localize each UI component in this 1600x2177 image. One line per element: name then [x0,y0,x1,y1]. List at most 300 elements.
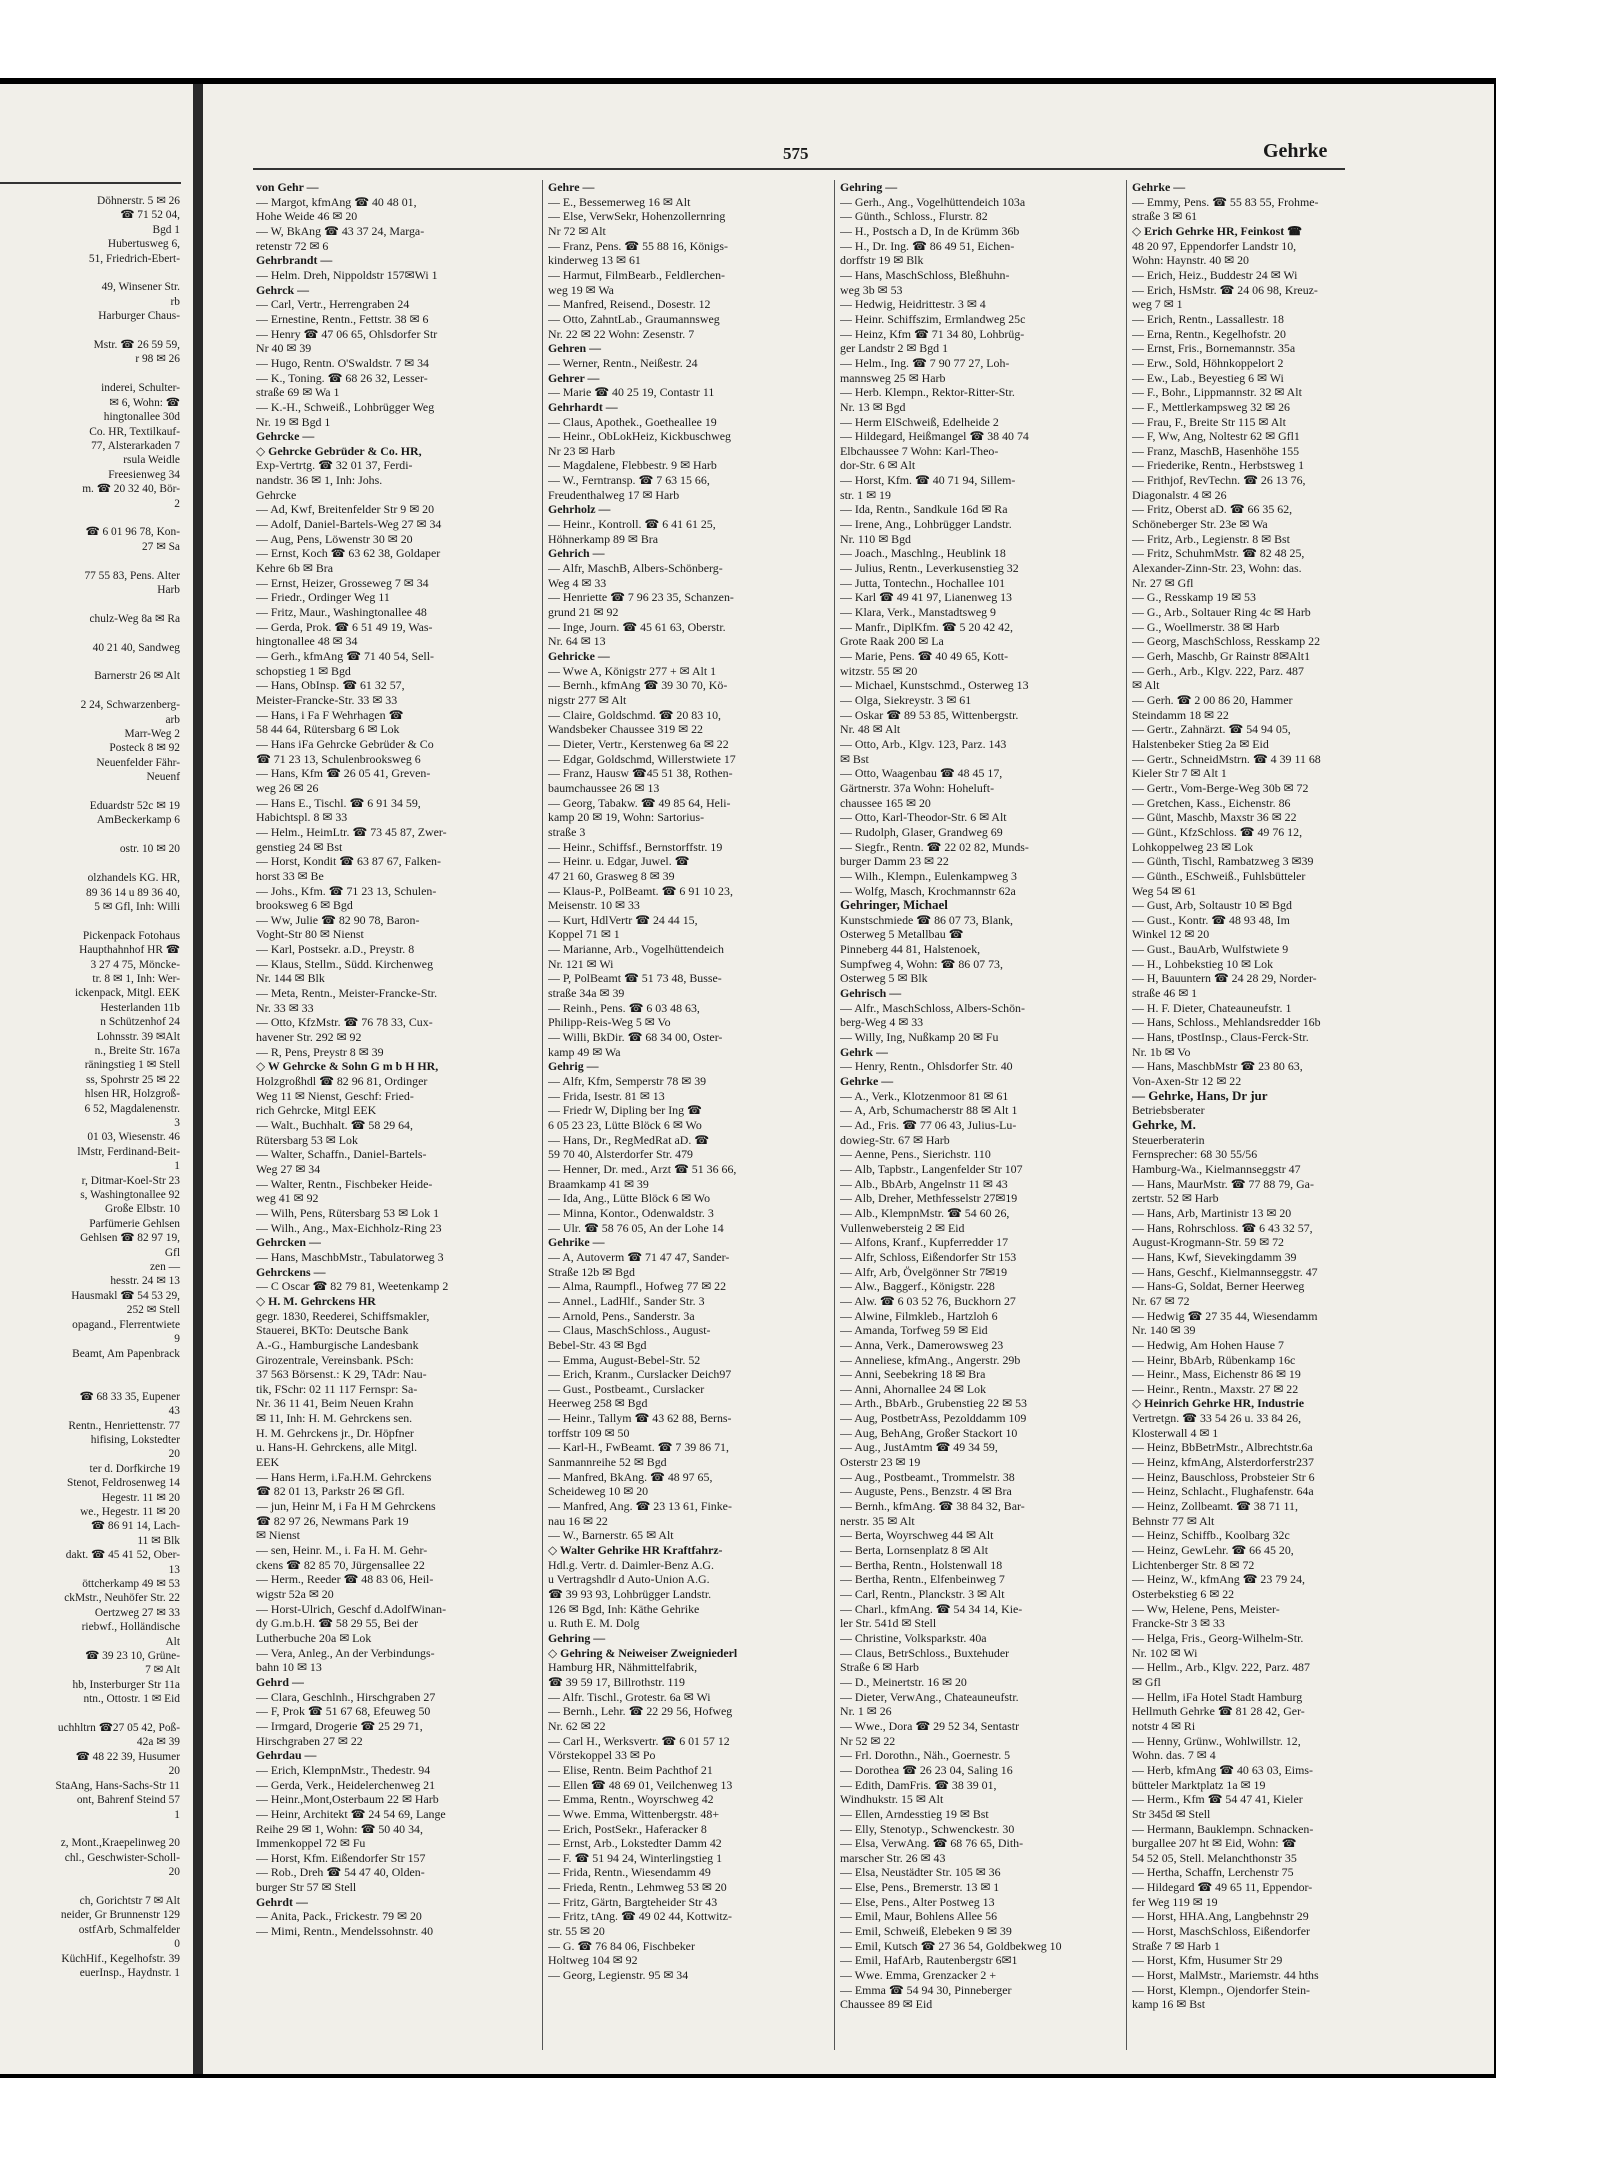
directory-entry: — Herb, kfmAng ☎ 40 63 03, Eims- [1132,1762,1313,1777]
fragment-line: m. ☎ 20 32 40, Bör- [82,483,180,496]
fragment-line [0,1361,188,1375]
fragment-line: arb [165,713,180,726]
directory-entry: gegr. 1830, Reederei, Schiffsmakler, [256,1308,430,1323]
directory-entry: — Hertha, Schaffn, Lerchenstr 75 [1132,1865,1294,1880]
directory-entry: ◇ H. M. Gehrckens HR [256,1293,376,1308]
directory-entry: dy G.m.b.H. ☎ 58 29 55, Bei der [256,1616,419,1631]
directory-entry: Halstenbeker Stieg 2a ✉ Eid [1132,736,1269,751]
directory-entry: — Alfr. Tischl., Grotestr. 6a ✉ Wi [548,1689,711,1704]
fragment-line: Hesterlanden 11b [100,1001,180,1014]
directory-entry: — Hans-G, Soldat, Berner Heerweg [1132,1279,1305,1294]
fragment-line [0,324,188,338]
directory-entry: Von-Axen-Str 12 ✉ 22 [1132,1074,1242,1089]
directory-entry: — A, Arb, Schumacherstr 88 ✉ Alt 1 [840,1103,1018,1118]
directory-entry: Nr 23 ✉ Harb [548,443,616,458]
directory-entry: — Hildegard, Heißmangel ☎ 38 40 74 [840,429,1029,444]
directory-entry: ckens ☎ 82 85 70, Jürgensallee 22 [256,1557,425,1572]
fragment-line: Beamt, Am Papenbrack [72,1347,180,1360]
directory-entry: Wohn: Haynstr. 40 ✉ 20 [1132,253,1250,268]
fragment-line: 40 21 40, Sandweg [92,641,180,654]
directory-entry: ☎ 82 01 13, Parkstr 26 ✉ Gfl. [256,1484,405,1499]
directory-entry: Gehrke, M. [1132,1118,1196,1132]
directory-entry: — Gerh, Maschb, Gr Rainstr 8✉Alt1 [1132,649,1311,663]
directory-entry: Nr. 48 ✉ Alt [840,722,901,737]
directory-entry: — Ernst, Koch ☎ 63 62 38, Goldaper [256,546,441,561]
fragment-line: 01 03, Wiesenstr. 46 [87,1131,180,1144]
directory-entry: — Klaus-P., PolBeamt. ☎ 6 91 10 23, [548,883,733,898]
directory-entry: — Julius, Rentn., Leverkusenstieg 32 [840,561,1019,576]
directory-entry: — Wilh., Klempn., Eulenkampweg 3 [840,868,1017,883]
directory-entry: Lutherbuche 20a ✉ Lok [256,1630,372,1645]
directory-entry: — F, Ww, Ang, Noltestr 62 ✉ Gfl1 [1132,429,1300,444]
previous-page-fragment [0,84,193,2074]
directory-entry: Str 345d ✉ Stell [1132,1806,1211,1821]
directory-entry: — R, Pens, Preystr 8 ✉ 39 [256,1044,384,1059]
directory-entry: — Hellm., Arb., Klgv. 222, Parz. 487 [1132,1660,1310,1675]
directory-entry: — Heinr, Architekt ☎ 24 54 69, Lange [256,1806,446,1821]
fragment-line [0,626,188,640]
fragment-line: Harb [157,583,180,596]
fragment-line: hifising, Lokstedter [90,1433,180,1446]
directory-entry: — Herm., Kfm ☎ 54 47 41, Kieler [1132,1792,1303,1807]
directory-entry: — Elsa, VerwAng. ☎ 68 76 65, Dith- [840,1836,1024,1851]
fragment-line: ☎ 39 23 10, Grüne- [85,1650,180,1663]
fragment-line: 2 [174,497,180,510]
directory-entry: Gehrdau — [256,1748,317,1763]
directory-entry: Kunstschmiede ☎ 86 07 73, Blank, [840,912,1014,927]
directory-entry: — Erich, Heiz., Buddestr 24 ✉ Wi [1132,267,1298,282]
directory-entry: A.-G., Hamburgische Landesbank [256,1337,419,1352]
directory-entry: — Horst, Kondit ☎ 63 87 67, Falken- [256,854,441,869]
directory-entry: — Hugo, Rentn. O'Swaldstr. 7 ✉ 34 [256,355,429,370]
fragment-line: rb [170,295,180,308]
fragment-line: Harburger Chaus- [98,310,180,323]
directory-entry: — Otto, ZahntLab., Graumannsweg [548,311,720,326]
directory-entry: Alexander-Zinn-Str. 23, Wohn: das. [1132,561,1302,576]
directory-entry: — Walter, Schaffn., Daniel-Bartels- [256,1147,427,1162]
directory-entry: — Ulr. ☎ 58 76 05, An der Lohe 14 [548,1220,724,1235]
directory-entry: — Walter, Rentn., Fischbeker Heide- [256,1176,433,1191]
fragment-line: hingtonallee 30d [103,411,180,424]
fragment-line: Hegestr. 11 ✉ 20 [101,1491,180,1504]
directory-entry: Hdl.g. Vertr. d. Daimler-Benz A.G. [548,1557,714,1572]
directory-entry: — K., Toning. ☎ 68 26 32, Lesser- [256,370,428,385]
fragment-line: ☎ 86 91 14, Lach- [90,1520,180,1533]
fragment-line [0,914,188,928]
directory-entry: Grote Raak 200 ✉ La [840,634,944,649]
directory-entry: Windhukstr. 15 ✉ Alt [840,1792,944,1807]
directory-entry: ✉ 11, Inh: H. M. Gehrckens sen. [256,1411,413,1426]
directory-entry: — Friederike, Rentn., Herbstsweg 1 [1132,458,1305,473]
directory-entry: Nr 72 ✉ Alt [548,223,606,238]
directory-entry: — Frl. Dorothn., Näh., Goernestr. 5 [840,1748,1011,1763]
fragment-line: StaAng, Hans-Sachs-Str 11 [55,1779,180,1792]
fragment-line: 51, Friedrich-Ebert- [88,252,180,265]
directory-entry: — Fritz, Maur., Washingtonallee 48 [256,605,427,620]
directory-entry: Gehrk — [840,1044,888,1059]
directory-entry: kamp 49 ✉ Wa [548,1044,621,1059]
directory-entry: — Gust., Kontr. ☎ 48 93 48, Im [1132,912,1290,927]
directory-entry: Sumpfweg 4, Wohn: ☎ 86 07 73, [840,956,1003,971]
directory-entry: — Heinr, BbArb, Rübenkamp 16c [1132,1352,1296,1367]
directory-entry: — Marianne, Arb., Vogelhüttendeich [548,942,724,957]
directory-entry: — Heinz, W., kfmAng ☎ 23 79 24, [1132,1572,1306,1587]
directory-entry: Nr. 19 ✉ Bgd 1 [256,414,331,429]
directory-entry: — P, PolBeamt ☎ 51 73 48, Busse- [548,971,722,986]
directory-entry: — Hans, i Fa F Wehrhagen ☎ [256,707,404,722]
directory-entry: Sanmannreihe 52 ✉ Bgd [548,1455,667,1470]
directory-entry: ☎ 39 59 17, Billrothstr. 119 [548,1674,685,1689]
directory-entry: ☎ 39 93 93, Lohbrügger Landstr. [548,1587,712,1601]
directory-entry: Scheideweg 10 ✉ 20 [548,1484,649,1499]
fragment-line: 20 [168,1448,180,1461]
directory-entry: ☎ 82 97 26, Newmans Park 19 [256,1513,409,1528]
directory-entry: — Willy, Ing, Nußkamp 20 ✉ Fu [840,1030,999,1045]
directory-entry: — Gerda, Prok. ☎ 6 51 49 19, Was- [256,619,433,634]
directory-entry: — Georg, Legienstr. 95 ✉ 34 [548,1968,689,1983]
fragment-line: riebwf., Holländische [81,1621,180,1634]
directory-entry: Hohe Weide 46 ✉ 20 [256,209,358,224]
directory-entry: Klosterwall 4 ✉ 1 [1132,1425,1219,1440]
directory-entry: baumchaussee 26 ✉ 13 [548,780,660,795]
directory-entry: — Alb., BbArb, Angelnstr 11 ✉ 43 [840,1176,1008,1191]
directory-entry: — Erich, HsMstr. ☎ 24 06 98, Kreuz- [1132,282,1318,297]
directory-entry: brooksweg 6 ✉ Bgd [256,898,353,913]
fragment-line: Stenot, Feldrosenweg 14 [67,1477,180,1490]
directory-entry: — Dorothea ☎ 26 23 04, Saling 16 [840,1762,1013,1777]
directory-entry: Heerweg 258 ✉ Bgd [548,1396,648,1411]
directory-entry: — Heinz, BbBetrMstr., Albrechtstr.6a [1132,1440,1313,1455]
fragment-line: Bgd 1 [152,223,180,236]
directory-entry: 59 70 40, Alsterdorfer Str. 479 [548,1147,693,1162]
directory-entry: Voght-Str 80 ✉ Nienst [256,927,364,942]
fragment-line: z, Mont.,Kraepelinweg 20 [60,1837,180,1850]
directory-entry: wigstr 52a ✉ 20 [256,1587,334,1601]
directory-entry: — F., Mettlerkampsweg 32 ✉ 26 [1132,399,1290,414]
directory-entry: — Horst, MaschSchloss, Eißendorfer [1132,1924,1310,1939]
directory-entry: — Horst-Ulrich, Geschf d.AdolfWinan- [256,1601,447,1616]
directory-entry: — Alw. ☎ 6 03 52 76, Buckhorn 27 [840,1293,1016,1308]
directory-entry: — Michael, Kunstschmd., Osterweg 13 [840,678,1029,693]
directory-entry: torffstr 109 ✉ 50 [548,1425,630,1440]
directory-entry: — Hans, Arb, Martinistr 13 ✉ 20 [1132,1205,1292,1220]
directory-entry: straße 69 ✉ Wa 1 [256,385,340,400]
directory-entry: — Erich, KlempnMstr., Thedestr. 94 [256,1762,431,1777]
directory-entry: — Ew., Lab., Beyestieg 6 ✉ Wi [1132,370,1284,385]
directory-entry: Gehrckens — [256,1264,326,1279]
directory-entry: Nr. 140 ✉ 39 [1132,1323,1196,1338]
fragment-line [0,511,188,525]
directory-entry: — H., Postsch a D, In de Krümm 36b [840,223,1020,238]
directory-entry: Nr. 22 ✉ 22 Wohn: Zesenstr. 7 [548,326,695,341]
directory-entry: 6 05 23 23, Lütte Blöck 6 ✉ Wo [548,1118,702,1132]
directory-entry: — Ida, Ang., Lütte Blöck 6 ✉ Wo [548,1191,711,1206]
directory-entry: str. 1 ✉ 19 [840,487,891,502]
directory-entry: — Carl, Rentn., Planckstr. 3 ✉ Alt [840,1587,1005,1601]
directory-entry: — Heinr. Schiffszim, Ermlandweg 25c [840,311,1026,326]
directory-entry: — Auguste, Pens., Benzstr. 4 ✉ Bra [840,1484,1012,1499]
directory-entry: — Carl, Vertr., Herrengraben 24 [256,297,410,312]
directory-entry: — Manfred, Ang. ☎ 23 13 61, Finke- [548,1499,732,1514]
directory-entry: — Joach., Maschlng., Heublink 18 [840,546,1006,561]
directory-entry: — Günth, Tischl, Rambatzweg 3 ✉39 [1132,854,1314,869]
directory-entry: ◇ Heinrich Gehrke HR, Industrie [1132,1396,1304,1411]
directory-entry: — Meta, Rentn., Meister-Francke-Str. [256,986,438,1001]
directory-entry: — Claus, BetrSchloss., Buxtehuder [840,1645,1010,1660]
directory-entry: — Friedr W, Dipling ber Ing ☎ [548,1103,702,1118]
book-gutter [193,84,203,2074]
directory-entry: Weg 27 ✉ 34 [256,1161,321,1176]
directory-entry: — Frau, F., Breite Str 115 ✉ Alt [1132,414,1286,429]
directory-entry: — Adolf, Daniel-Bartels-Weg 27 ✉ 34 [256,517,442,532]
directory-entry: mannsweg 25 ✉ Harb [840,370,946,385]
fragment-line: 77 55 83, Pens. Alter [84,569,180,582]
fragment-line: 0 [174,1938,180,1951]
directory-entry: — Ww, Julie ☎ 82 90 78, Baron- [256,912,420,927]
fragment-line: Hubertusweg 6, [107,238,180,251]
directory-entry: — Kurt, HdlVertr ☎ 24 44 15, [548,912,698,927]
fragment-line: 2 24, Schwarzenberg- [80,699,180,712]
fragment-line: Lohnsstr. 39 ✉Alt [96,1030,180,1043]
directory-entry: EEK [256,1455,280,1470]
directory-entry: Höhnerkamp 89 ✉ Bra [548,531,659,546]
fragment-line: Hausmakl ☎ 54 53 29, [71,1289,180,1302]
fragment-line: Oertzweg 27 ✉ 33 [94,1606,180,1619]
fragment-line [0,785,188,799]
directory-entry: — F. ☎ 51 94 24, Winterlingstieg 1 [548,1850,723,1865]
directory-entry: — Emil, Schweiß, Elebeken 9 ✉ 39 [840,1924,1012,1939]
fragment-line: 49, Winsener Str. [101,281,180,294]
directory-entry: rich Gehrcke, Mitgl EEK [256,1103,377,1118]
directory-entry: Nr. 144 ✉ Blk [256,971,325,986]
directory-entry: u. Hans-H. Gehrckens, alle Mitgl. [256,1440,418,1455]
directory-entry: — Alb., KlempnMstr. ☎ 54 60 26, [840,1205,1010,1220]
directory-entry: Reihe 29 ✉ 1, Wohn: ☎ 50 40 34, [256,1821,423,1836]
directory-entry: — Harmut, FilmBearb., Feldlerchen- [548,267,725,282]
fragment-line: olzhandels KG. HR, [87,872,180,885]
directory-entry: — Gertr., Vom-Berge-Weg 30b ✉ 72 [1132,780,1309,795]
directory-entry: — Georg, Tabakw. ☎ 49 85 64, Heli- [548,795,731,810]
directory-entry: — Heinz, Zollbeamt. ☎ 38 71 11, [1132,1499,1298,1514]
directory-entry: — A, Autoverm ☎ 71 47 47, Sander- [548,1249,730,1264]
directory-entry: zertstr. 52 ✉ Harb [1132,1191,1219,1206]
directory-entry: — Alma, Raumpfl., Hofweg 77 ✉ 22 [548,1279,727,1294]
directory-entry: str. 55 ✉ 20 [548,1924,605,1939]
directory-entry: — Emmy, Pens. ☎ 55 83 55, Frohme- [1132,194,1319,209]
fragment-line: Mstr. ☎ 26 59 59, [93,339,180,352]
directory-entry: kamp 16 ✉ Bst [1132,1997,1206,2012]
directory-entry: — Horst, Kfm. ☎ 40 71 94, Sillem- [840,473,1016,488]
directory-entry: Nr. 62 ✉ 22 [548,1718,606,1733]
directory-entry: straße 46 ✉ 1 [1132,986,1198,1001]
directory-entry: Habichtspl. 8 ✉ 33 [256,810,348,825]
directory-entry: tik, FSchr: 02 11 117 Fernspr: Sa- [256,1381,418,1396]
fragment-line: KüchHif., Kegelhofstr. 39 [61,1952,180,1965]
directory-entry: ✉ Nienst [256,1528,300,1543]
directory-entry: — Ernst, Fris., Bornemannstr. 35a [1132,341,1296,356]
directory-entry: Chaussee 89 ✉ Eid [840,1997,933,2012]
directory-entry: Bebel-Str. 43 ✉ Bgd [548,1337,647,1352]
directory-entry: — Friedr., Ordinger Weg 11 [256,590,390,605]
directory-entry: Gehrhardt — [548,399,618,414]
directory-entry: — Dieter, VerwAng., Chateauneufstr. [840,1689,1019,1704]
directory-entry: von Gehr — [256,180,319,194]
directory-entry: — Ellen, Arndesstieg 19 ✉ Bst [840,1806,989,1821]
fragment-line [0,684,188,698]
directory-entry: — Aug, BehAng, Großer Stackort 10 [840,1425,1018,1440]
directory-entry: Wohn. das. 7 ✉ 4 [1132,1748,1216,1763]
directory-entry: — Emma, Rentn., Woyrschweg 42 [548,1792,714,1807]
directory-entry: — Fritz, Gärtn, Bargteheider Str 43 [548,1894,718,1909]
directory-entry: — Emil, Kutsch ☎ 27 36 54, Goldbekweg 10 [840,1938,1062,1953]
directory-entry: — Wwe. Emma, Wittenbergstr. 48+ [548,1806,720,1821]
fragment-line: 11 ✉ Blk [137,1534,180,1547]
fragment-line: 3 27 4 75, Möncke- [90,958,180,971]
directory-entry: — H., Lohbekstieg 10 ✉ Lok [1132,956,1274,971]
directory-entry: Holtweg 104 ✉ 92 [548,1953,638,1968]
fragment-line: 1 [174,1808,180,1821]
directory-entry: 37 563 Börsenst.: K 29, TAdr: Nau- [256,1367,427,1382]
directory-entry: — Aug, PostbetrAss, Pezolddamm 109 [840,1411,1027,1426]
column-divider [1126,180,1127,2050]
directory-entry: — Otto, KfzMstr. ☎ 76 78 33, Cux- [256,1015,433,1030]
directory-entry: Koppel 71 ✉ 1 [548,927,620,942]
directory-entry: — Carl H., Werksvertr. ☎ 6 01 57 12 [548,1733,730,1748]
directory-entry: Nr. 36 11 41, Beim Neuen Krahn [256,1396,414,1411]
fragment-line: ☎ 71 52 04, [120,209,180,222]
directory-entry: — Berta, Lornsenplatz 8 ✉ Alt [840,1543,988,1558]
fragment-line: Neuenf [146,771,180,784]
directory-entry: Winkel 12 ✉ 20 [1132,927,1210,942]
header-rule [0,182,181,184]
directory-entry: — Oskar ☎ 89 53 85, Wittenbergstr. [840,707,1019,722]
directory-entry: — Elly, Stenotyp., Schwenckestr. 30 [840,1821,1015,1836]
directory-entry: — Hermann, Bauklempn. Schnacken- [1132,1821,1314,1836]
directory-entry: u Vertragshdlr d Auto-Union A.G. [548,1572,710,1587]
directory-entry: — Manfred, BkAng. ☎ 48 97 65, [548,1469,713,1484]
directory-entry: ◇ Erich Gehrke HR, Feinkost ☎ [1132,223,1302,238]
directory-entry: Francke-Str 3 ✉ 33 [1132,1616,1225,1631]
directory-entry: — Hans, Kfm ☎ 26 05 41, Greven- [256,766,431,781]
directory-entry: — Heinz, Schiffb., Koolbarg 32c [1132,1528,1290,1543]
directory-entry: — D., Meinertstr. 16 ✉ 20 [840,1674,967,1689]
directory-entry: Straße 7 ✉ Harb 1 [1132,1938,1220,1953]
directory-entry: — Klaus, Stellm., Südd. Kirchenweg [256,956,434,971]
directory-entry: — Arnold, Pens., Sanderstr. 3a [548,1308,695,1323]
directory-entry: — Erna, Rentn., Kegelhofstr. 20 [1132,326,1286,341]
fragment-line: Gehlsen ☎ 82 97 19, [80,1232,180,1245]
directory-entry: Gehrke — [1132,180,1186,194]
fragment-line: ☎ 6 01 96 78, Kon- [85,526,180,539]
directory-entry: — Henny, Grünw., Wohlwillstr. 12, [1132,1733,1301,1748]
directory-entry: — Ad, Kwf, Breitenfelder Str 9 ✉ 20 [256,502,435,517]
directory-entry: — Claus, Apothek., Goetheallee 19 [548,414,717,429]
directory-entry: — Anna, Verk., Damerowsweg 23 [840,1337,1004,1352]
directory-entry: — G. ☎ 76 84 06, Fischbeker [548,1938,695,1953]
fragment-line [0,1822,188,1836]
directory-entry: — Hedwig, Heidrittestr. 3 ✉ 4 [840,297,986,312]
directory-entry: Freudenthalweg 17 ✉ Harb [548,487,680,502]
directory-entry: Nr 40 ✉ 39 [256,341,312,356]
fragment-line: hb, Insterburger Str 11a [72,1678,180,1691]
fragment-line: Döhnerstr. 5 ✉ 26 [97,195,180,207]
directory-entry: — Fritz, tAng. ☎ 49 02 44, Kottwitz- [548,1909,732,1924]
directory-entry: Gehrdt — [256,1894,308,1909]
directory-entry: — Wwe A, Königstr 277 + ✉ Alt 1 [548,663,717,678]
directory-entry: — Hans, MaurMstr. ☎ 77 88 79, Ga- [1132,1176,1314,1191]
fragment-line: 9 [174,1333,180,1346]
directory-entry: — G., Resskamp 19 ✉ 53 [1132,590,1256,605]
page-number: 575 [783,144,809,163]
directory-entry: — Gust, Arb, Soltaustr 10 ✉ Bgd [1132,898,1292,913]
directory-entry: — Otto, Karl-Theodor-Str. 6 ✉ Alt [840,810,1007,825]
directory-entry: Braamkamp 41 ✉ 39 [548,1176,649,1191]
directory-entry: Straße 12b ✉ Bgd [548,1264,635,1279]
directory-entry: — Emma ☎ 54 94 30, Pinneberger [840,1982,1012,1997]
fragment-line: Marr-Weg 2 [124,728,180,741]
directory-entry: — Inge, Journ. ☎ 45 61 63, Oberstr. [548,619,726,634]
directory-entry: Nr. 1 ✉ 26 [840,1704,892,1719]
directory-entry: weg 7 ✉ 1 [1132,297,1183,312]
directory-entry: Steuerberaterin [1132,1132,1205,1147]
directory-entry: Betriebsberater [1132,1103,1205,1118]
directory-entry: — Herm., Reeder ☎ 48 83 06, Heil- [256,1572,434,1587]
directory-entry: — Karl ☎ 49 41 97, Lianenweg 13 [840,590,1012,605]
directory-entry: — Fritz, SchuhmMstr. ☎ 82 48 25, [1132,546,1305,561]
directory-column-1 [256,180,536,1939]
directory-entry: — F., Bohr., Lippmannstr. 32 ✉ Alt [1132,385,1302,400]
directory-entry: chaussee 165 ✉ 20 [840,795,931,810]
directory-entry: Gehre — [548,180,595,194]
directory-entry: — Elise, Rentn. Beim Pachthof 21 [548,1762,713,1777]
directory-entry: — Gretchen, Kass., Eichenstr. 86 [1132,795,1291,810]
directory-entry: Meisenstr. 10 ✉ 33 [548,898,640,913]
directory-entry: Gehrcke — [256,429,315,444]
fragment-line: Co. HR, Textilkauf- [89,425,180,438]
directory-entry: — Helga, Fris., Georg-Wilhelm-Str. [1132,1630,1304,1645]
directory-entry: H. M. Gehrckens jr., Dr. Höpfner [256,1425,414,1440]
directory-entry: Gehring — [840,180,898,194]
fragment-line: ✉ 6, Wohn: ☎ [109,396,180,409]
directory-entry: August-Krogmann-Str. 59 ✉ 72 [1132,1235,1284,1250]
column-divider [834,180,835,2050]
directory-entry: — Henriette ☎ 7 96 23 35, Schanzen- [548,590,734,605]
directory-entry: Gärtnerstr. 37a Wohn: Hoheluft- [840,780,995,795]
directory-entry: Elbchaussee 7 Wohn: Karl-Theo- [840,443,999,458]
directory-entry: Nr 52 ✉ 22 [840,1733,896,1748]
fragment-line: ter d. Dorfkirche 19 [89,1462,180,1475]
directory-entry: Gehrcke [256,487,297,502]
directory-entry: — G., Woellmerstr. 38 ✉ Harb [1132,619,1280,634]
directory-entry: — Manfr., DiplKfm. ☎ 5 20 42 42, [840,619,1014,634]
directory-entry: — Aug, Pens, Löwenstr 30 ✉ 20 [256,531,413,546]
directory-entry: — Aug., Postbeamt., Trommelstr. 38 [840,1469,1015,1484]
directory-entry: Gehrike — [548,1235,605,1250]
directory-entry: — Hans, Rohrschloss. ☎ 6 43 32 57, [1132,1220,1313,1235]
directory-entry: — Hedwig ☎ 27 35 44, Wiesendamm [1132,1308,1318,1323]
directory-entry: — Gust., BauArb, Wulfstwiete 9 [1132,942,1289,957]
directory-entry: — Walt., Buchhalt. ☎ 58 29 64, [256,1118,413,1132]
directory-entry: — Alw., Baggerf., Königstr. 228 [840,1279,995,1294]
directory-entry: — Karl-H., FwBeamt. ☎ 7 39 86 71, [548,1440,729,1455]
directory-entry: bahn 10 ✉ 13 [256,1660,322,1675]
directory-entry: Philipp-Reis-Weg 5 ✉ Vo [548,1015,671,1030]
directory-entry: Vertretgn. ☎ 33 54 26 u. 33 84 26, [1132,1411,1302,1426]
directory-entry: — Erw., Sold, Höhnkoppelort 2 [1132,355,1284,370]
directory-entry: — Erich, Rentn., Lassallestr. 18 [1132,311,1284,326]
directory-entry: — Marie ☎ 40 25 19, Contastr 11 [548,385,715,400]
directory-entry: — Gerh., Ang., Vogelhüttendeich 103a [840,194,1026,209]
